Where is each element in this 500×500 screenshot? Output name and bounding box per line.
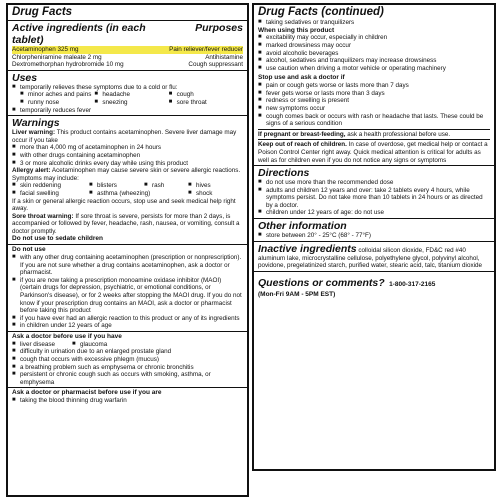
ingredient-name: Dextromethorphan hydrobromide 10 mg xyxy=(12,61,124,69)
uses-section xyxy=(8,71,247,116)
ask-pharmacist-heading: Ask a doctor or pharmacist before use if you are xyxy=(12,389,162,397)
symptom-item: ■ headache xyxy=(94,91,168,99)
drug-facts-panel-left xyxy=(6,3,249,497)
ingredient-row xyxy=(12,46,243,54)
allergy-item: ■ blisters xyxy=(89,182,144,190)
liver-warning-text: This product contains acetaminophen. Severe liver damage may occur if you take xyxy=(12,129,237,144)
ask-doctor-item: ■ a breathing problem such as emphysema or chronic bronchitis xyxy=(12,364,243,372)
do-not-sedate-text: Do not use to sedate children xyxy=(12,235,104,243)
liver-item: ■ 3 or more alcoholic drinks every day while using this product xyxy=(12,160,243,168)
do-not-use-item: ■ in children under 12 years of age xyxy=(12,322,243,330)
purposes-heading: Purposes xyxy=(195,22,243,34)
stop-use-item: ■ redness or swelling is present xyxy=(258,97,490,105)
warnings-heading: Warnings xyxy=(12,117,60,130)
do-not-use-item: ■ with any other drug containing acetaminophen (prescription or nonprescription). If you are not sure whether a drug contains acetaminophen, ask a doctor or pharmacist. xyxy=(12,254,243,277)
allergy-item: ■ shock xyxy=(188,190,243,198)
allergy-item: ■ skin reddening xyxy=(12,182,89,190)
ingredient-purpose: Pain reliever/fever reducer xyxy=(169,46,243,53)
ask-pharmacist-item: ■ taking the blood thinning drug warfarin xyxy=(12,397,243,405)
other-information-item: ■ store between 20° - 25°C (68° - 77°F) xyxy=(258,232,490,240)
uses-intro: ■ temporarily relieves these symptoms due to a cold or flu: xyxy=(12,84,243,92)
stop-use-item: ■ pain or cough gets worse or lasts more than 7 days xyxy=(258,82,490,90)
uses-heading: Uses xyxy=(12,71,38,84)
active-ingredients-heading: Active ingredients (in each tablet) xyxy=(12,22,146,46)
inactive-ingredients-section xyxy=(254,242,494,272)
when-using-heading: When using this product xyxy=(258,26,335,34)
allergy-item: ■ rash xyxy=(144,182,188,190)
symptom-item: ■ runny nose xyxy=(20,99,94,107)
sore-throat-text: If sore throat is severe, persists for more than 2 days, is accompanied or followed by fever, headache, rash, nausea, or vomiting, consult a doctor promptly. xyxy=(12,212,240,235)
stop-use-item: ■ cough comes back or occurs with rash or headache that lasts. These could be signs of a serious condition xyxy=(258,113,490,128)
when-using-item: ■ avoid alcoholic beverages xyxy=(258,50,490,58)
inactive-ingredients-heading: Inactive ingredients xyxy=(258,242,357,255)
ask-doctor-item: ■ cough that occurs with excessive phlegm (mucus) xyxy=(12,356,243,364)
when-using-item: ■ use caution when driving a motor vehicle or operating machinery xyxy=(258,65,490,73)
liver-item: ■ with other drugs containing acetaminophen xyxy=(12,152,243,160)
directions-item: ■ adults and children 12 years and over: take 2 tablets every 4 hours, while symptoms persist. Do not take more than 10 tablets in 24 hours or as directed by a doctor. xyxy=(258,187,490,210)
allergy-item: ■ hives xyxy=(188,182,243,190)
ingredient-row xyxy=(12,54,243,62)
do-not-use-item: ■ if you are now taking a prescription monoamine oxidase inhibitor (MAOI) (certain drugs for depression, psychiatric, or emotional conditions, or Parkinson's disease), or for 2 weeks after stopping the MAOI drug. If you do not know if your prescription drug contains an MAOI, ask a doctor or pharmacist before taking this product xyxy=(12,277,243,315)
drug-facts-title: Drug Facts xyxy=(12,6,73,18)
sore-throat-label: Sore throat warning: xyxy=(12,212,74,220)
questions-heading: Questions or comments? xyxy=(258,276,385,289)
ask-doctor-heading: Ask a doctor before use if you have xyxy=(12,333,122,340)
title-section xyxy=(8,5,247,21)
title-section xyxy=(254,5,494,166)
ask-doctor-item: ■ liver disease xyxy=(12,341,72,349)
do-not-use-item: ■ if you have ever had an allergic reaction to this product or any of its ingredients xyxy=(12,315,243,323)
allergy-item: ■ facial swelling xyxy=(12,190,89,198)
directions-heading: Directions xyxy=(258,167,310,180)
keep-out-label: Keep out of reach of children. xyxy=(258,141,347,149)
drug-facts-continued-title: Drug Facts (continued) xyxy=(258,6,384,18)
liver-item: ■ more than 4,000 mg of acetaminophen in 24 hours xyxy=(12,144,243,152)
when-using-item: ■ marked drowsiness may occur xyxy=(258,42,490,50)
allergy-after-text: If a skin or general allergic reaction occurs, stop use and seek medical help right away. xyxy=(12,197,236,213)
do-not-use-heading: Do not use xyxy=(12,246,46,254)
directions-section xyxy=(254,166,494,219)
ask-doctor-section xyxy=(8,332,247,388)
allergy-item: ■ asthma (wheezing) xyxy=(89,190,188,198)
do-not-use-section xyxy=(8,245,247,332)
questions-section xyxy=(254,272,494,300)
ask-doctor-item: ■ persistent or chronic cough such as occurs with smoking, asthma, or emphysema xyxy=(12,371,243,386)
stop-use-item: ■ new symptoms occur xyxy=(258,105,490,113)
when-using-item: ■ alcohol, sedatives and tranquilizers may increase drowsiness xyxy=(258,57,490,65)
drug-facts-panel-right xyxy=(252,3,496,471)
symptom-item: ■ sore throat xyxy=(169,99,243,107)
warnings-section xyxy=(8,116,247,245)
when-using-item: ■ excitability may occur, especially in children xyxy=(258,34,490,42)
keep-out-text: In case of overdose, get medical help or contact a Poison Control Center right away. Quick medical attention is critical for adults as well as for children even if you do not notice any signs or symptoms xyxy=(258,141,488,164)
questions-phone: 1-800-317-2165 xyxy=(389,280,436,288)
other-information-heading: Other information xyxy=(258,220,347,233)
pregnant-text: ask a health professional before use. xyxy=(347,130,451,138)
ingredient-purpose: Antihistamine xyxy=(205,53,243,61)
symptom-item: ■ sneezing xyxy=(94,99,168,107)
ingredient-purpose: Cough suppressant xyxy=(188,61,243,69)
questions-hours: (Mon-Fri 9AM - 5PM EST) xyxy=(258,290,336,298)
symptom-item: ■ cough xyxy=(169,91,243,99)
allergy-alert-text: Acetaminophen may cause severe skin or severe allergic reactions. Symptoms may include: xyxy=(12,167,241,182)
uses-fever: ■ temporarily reduces fever xyxy=(12,107,243,115)
symptom-item: ■ minor aches and pains xyxy=(20,91,94,99)
ingredient-name: Chlorpheniramine maleate 2 mg xyxy=(12,53,102,61)
active-ingredients-section xyxy=(8,21,247,71)
directions-item: ■ do not use more than the recommended dose xyxy=(258,179,490,187)
ingredient-name: Acetaminophen 325 mg xyxy=(12,46,79,53)
ask-pharmacist-section xyxy=(8,388,247,405)
inactive-ingredients-text: colloidal silicon dioxide, FD&C red #40 aluminum lake, microcrystalline cellulose, polyethylene glycol, polyvinyl alcohol, povidone, pregelatinized starch, purified water, stearic acid, talc, titanium dioxide xyxy=(258,246,483,270)
directions-item: ■ children under 12 years of age: do not use xyxy=(258,209,490,217)
allergy-alert-label: Allergy alert: xyxy=(12,167,51,175)
stop-use-heading: Stop use and ask a doctor if xyxy=(258,74,345,82)
ingredient-row xyxy=(12,61,243,69)
ask-doctor-item: ■ glaucoma xyxy=(72,341,243,349)
ask-doctor-item: ■ difficulty in urination due to an enlarged prostate gland xyxy=(12,348,243,356)
stop-use-item: ■ fever gets worse or lasts more than 3 days xyxy=(258,90,490,98)
other-information-section xyxy=(254,219,494,242)
liver-warning-label: Liver warning: xyxy=(12,129,56,137)
pregnant-label: If pregnant or breast-feeding, xyxy=(258,130,346,138)
continued-item: ■ taking sedatives or tranquilizers xyxy=(258,19,490,27)
